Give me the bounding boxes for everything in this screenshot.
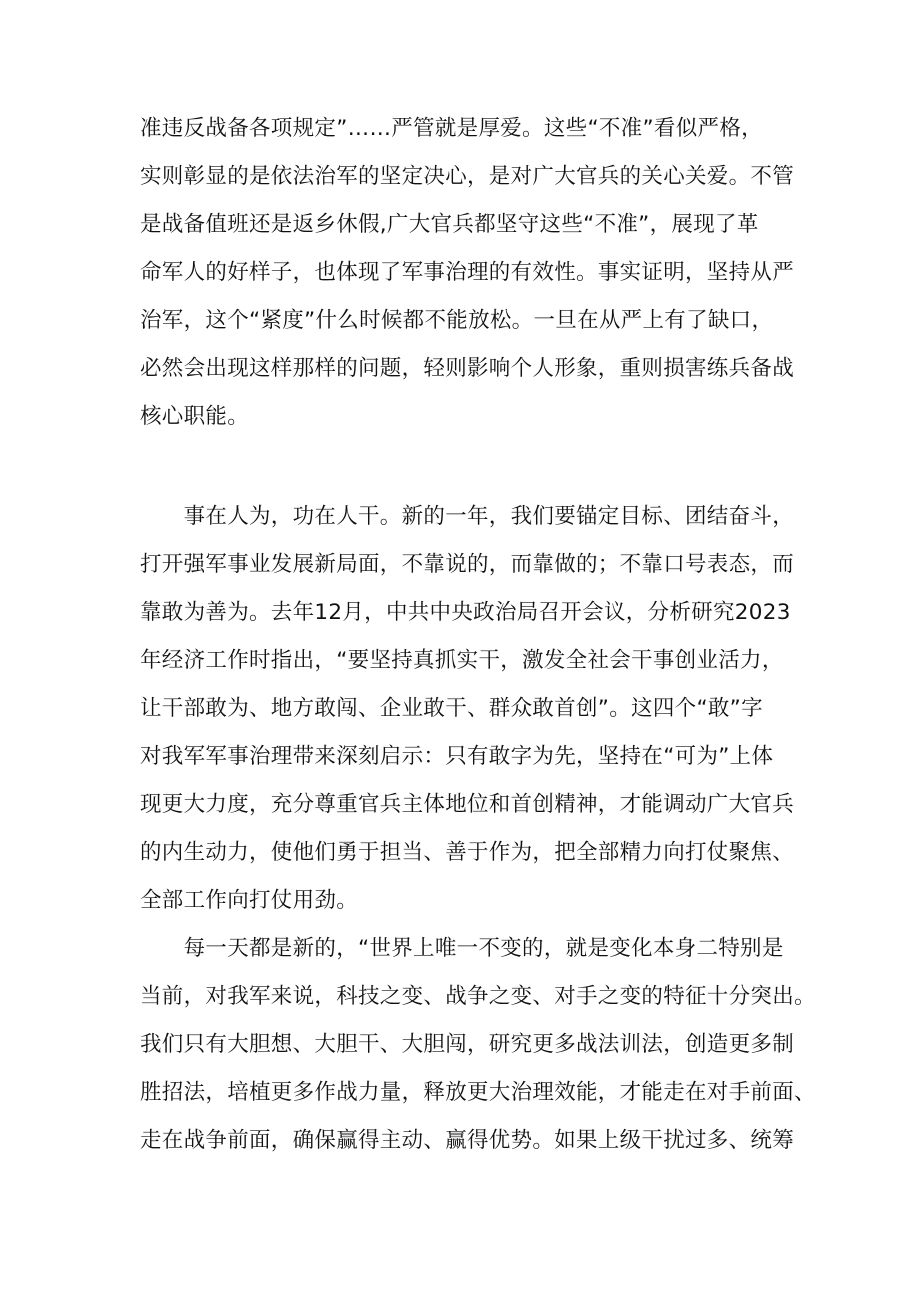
text-line: 让干部敢为、地方敢闯、企业敢干、群众敢首创”。这四个“敢”字 [140,696,763,721]
text-line: 我们只有大胆想、大胆干、大胆闯，研究更多战法训法，创造更多制 [140,1032,795,1057]
text-line: 核心职能。 [140,404,250,429]
text-line: 年经济工作时指出，“要坚持真抓实干，激发全社会干事创业活力， [140,648,784,673]
text-line: 是战备值班还是返乡休假,广大官兵都坚守这些“不准”，展现了革 [140,212,759,237]
text-line: 准违反战备各项规定”……严管就是厚爱。这些“不准”看似严格， [140,116,763,141]
text-line: 走在战争前面，确保赢得主动、赢得优势。如果上级干扰过多、统筹 [140,1128,795,1153]
text-line: 治军，这个“紧度”什么时候都不能放松。一旦在从严上有了缺口， [140,308,774,333]
text-line: 全部工作向打仗用劲。 [140,888,359,913]
text-line: 实则彰显的是依法治军的坚定决心，是对广大官兵的关心关爱。不管 [140,164,795,189]
text-line: 胜招法，培植更多作战力量，释放更大治理效能，才能走在对手前面、 [140,1080,816,1105]
text-line: 现更大力度，充分尊重官兵主体地位和首创精神，才能调动广大官兵 [140,792,795,817]
text-line: 对我军军事治理带来深刻启示：只有敢字为先，坚持在“可为”上体 [140,744,774,769]
text-line: 事在人为，功在人干。新的一年，我们要锚定目标、团结奋斗， [140,504,795,529]
text-line: 打开强军事业发展新局面，不靠说的，而靠做的；不靠口号表态，而 [140,552,795,577]
text-line: 靠敢为善为。去年12月，中共中央政治局召开会议，分析研究2023 [140,600,791,625]
text-line: 每一天都是新的，“世界上唯一不变的，就是变化本身二特别是 [140,936,784,961]
text-line: 的内生动力，使他们勇于担当、善于作为，把全部精力向打仗聚焦、 [140,840,795,865]
text-line: 当前，对我军来说，科技之变、战争之变、对手之变的特征十分突出。 [140,984,816,1009]
text-line: 命军人的好样子，也体现了军事治理的有效性。事实证明，坚持从严 [140,260,795,285]
text-line: 必然会出现这样那样的问题，轻则影响个人形象，重则损害练兵备战 [140,356,795,381]
